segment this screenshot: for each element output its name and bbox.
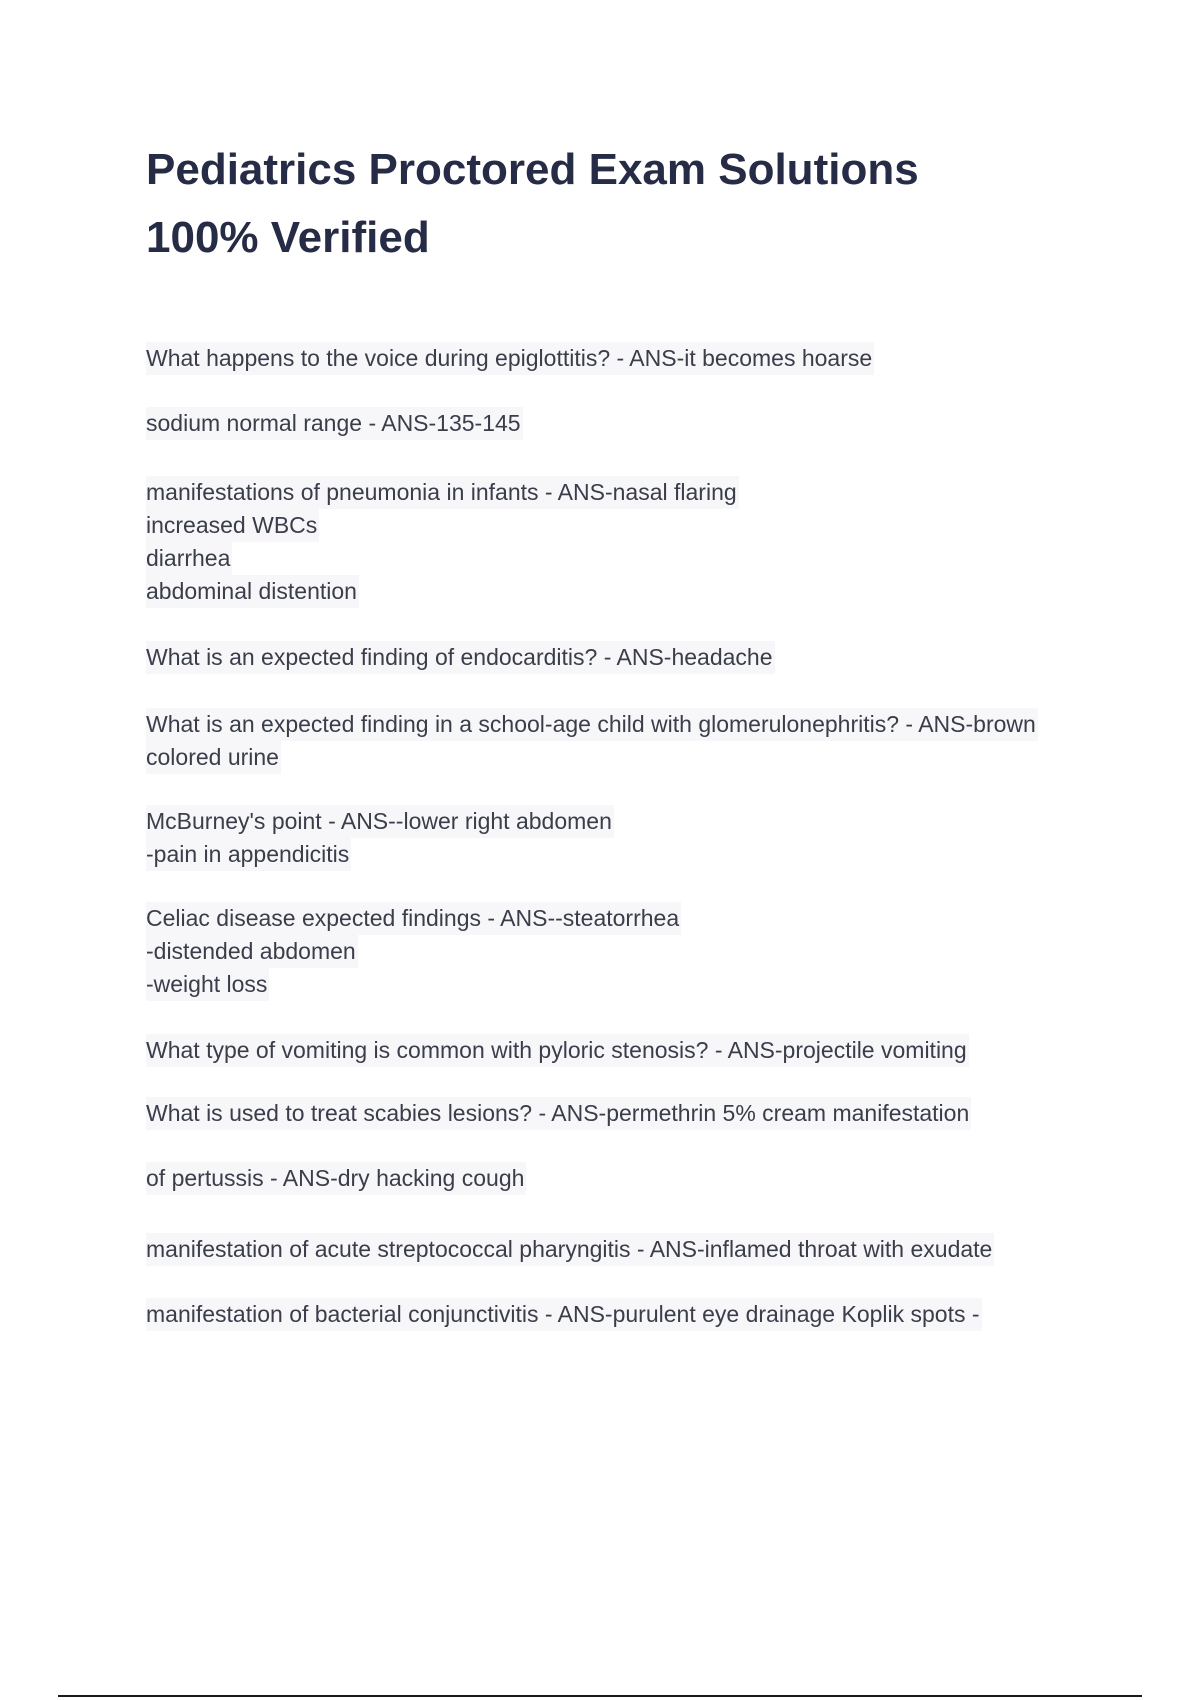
- qa-line: of pertussis - ANS-dry hacking cough: [146, 1162, 526, 1195]
- title-line-2: 100% Verified: [146, 213, 430, 262]
- qa-entry: [146, 1034, 969, 1067]
- qa-entry: [146, 407, 523, 440]
- qa-line: What is an expected finding of endocarditis? - ANS-headache: [146, 641, 775, 674]
- qa-entry: [146, 902, 681, 1001]
- qa-line: Celiac disease expected findings - ANS--steatorrhea: [146, 902, 681, 935]
- qa-entry: [146, 476, 739, 608]
- qa-line: -weight loss: [146, 968, 269, 1001]
- qa-line: manifestation of bacterial conjunctivitis - ANS-purulent eye drainage Koplik spots -: [146, 1298, 982, 1331]
- qa-line: manifestations of pneumonia in infants - ANS-nasal flaring: [146, 476, 739, 509]
- title-line-1: Pediatrics Proctored Exam Solutions: [146, 145, 919, 194]
- qa-line: -pain in appendicitis: [146, 838, 351, 871]
- qa-line: increased WBCs: [146, 509, 319, 542]
- qa-line: sodium normal range - ANS-135-145: [146, 407, 523, 440]
- qa-line: What happens to the voice during epiglottitis? - ANS-it becomes hoarse: [146, 342, 874, 375]
- qa-entry: [146, 641, 775, 674]
- qa-line: manifestation of acute streptococcal pharyngitis - ANS-inflamed throat with exudate: [146, 1233, 994, 1266]
- page-title: [146, 136, 1046, 272]
- qa-entry: [146, 1298, 982, 1331]
- page-bottom-divider: [58, 1695, 1142, 1697]
- qa-entry: [146, 1097, 971, 1130]
- qa-entry: [146, 1233, 994, 1266]
- qa-entry: [146, 708, 1038, 774]
- qa-line: -distended abdomen: [146, 935, 358, 968]
- qa-line: What is an expected finding in a school-age child with glomerulonephritis? - ANS-brown: [146, 708, 1038, 741]
- qa-line: What is used to treat scabies lesions? - ANS-permethrin 5% cream manifestation: [146, 1097, 971, 1130]
- qa-entry: [146, 1162, 526, 1195]
- qa-entry: [146, 805, 614, 871]
- qa-line: abdominal distention: [146, 575, 359, 608]
- qa-line: diarrhea: [146, 542, 232, 575]
- qa-line: colored urine: [146, 741, 281, 774]
- qa-line: McBurney's point - ANS--lower right abdomen: [146, 805, 614, 838]
- qa-line: What type of vomiting is common with pyloric stenosis? - ANS-projectile vomiting: [146, 1034, 969, 1067]
- qa-entry: [146, 342, 874, 375]
